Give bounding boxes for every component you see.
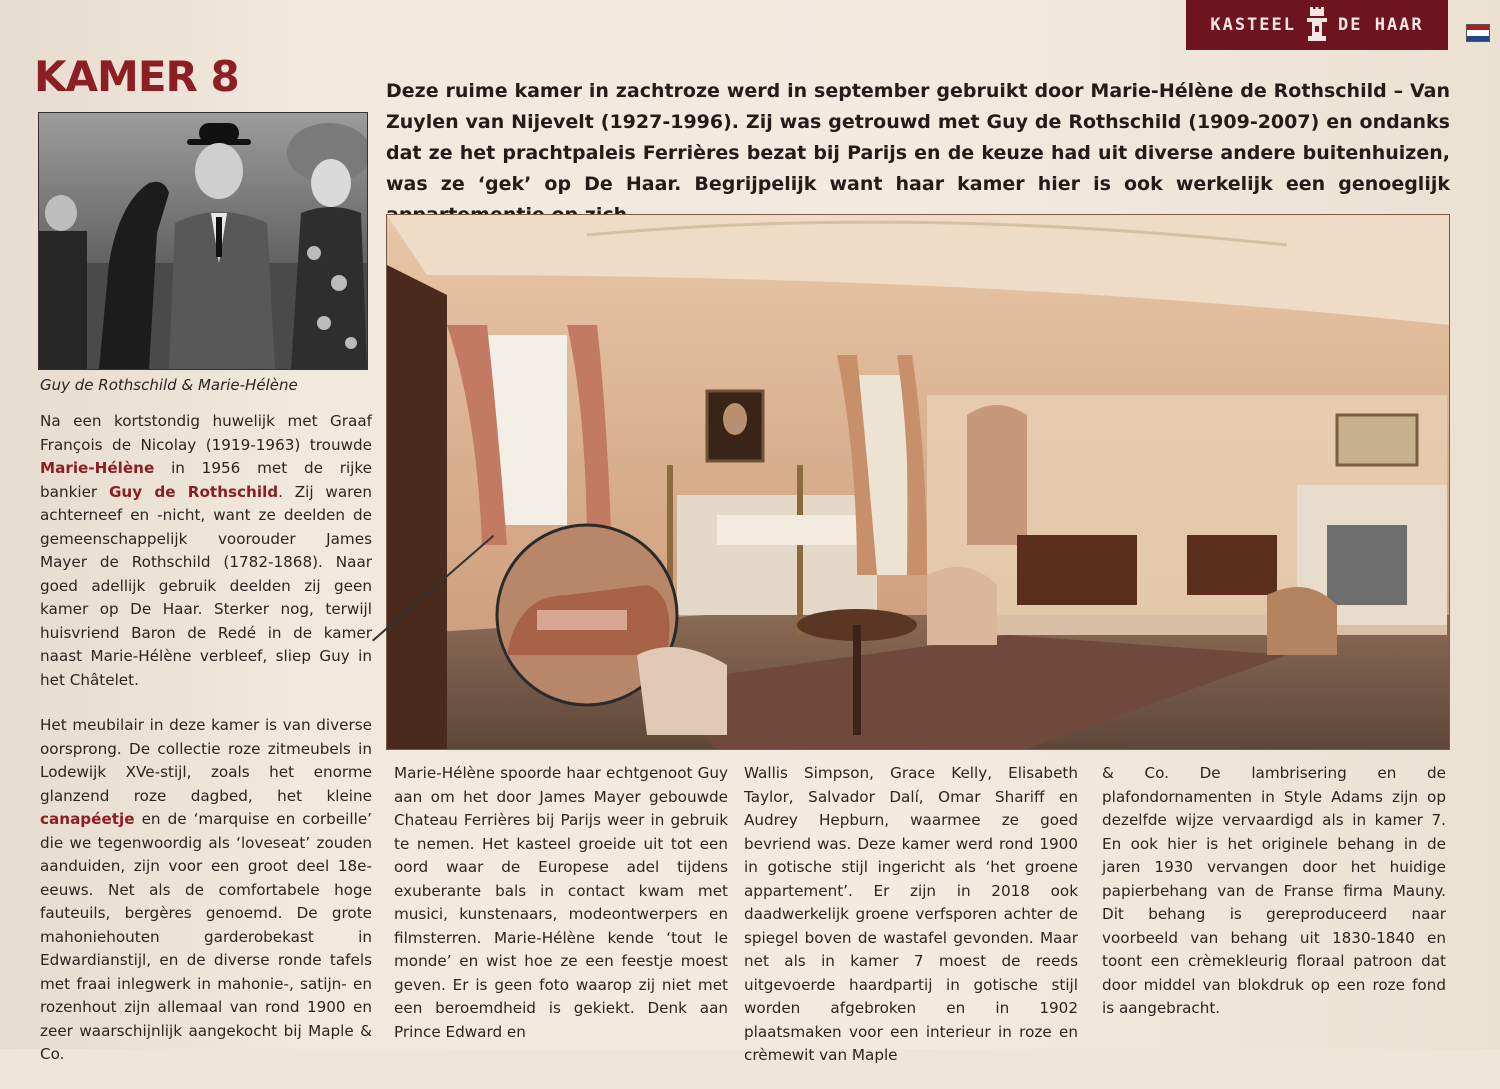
room-photo bbox=[386, 214, 1450, 750]
text-column-left bbox=[40, 410, 372, 1089]
castle-tower-icon bbox=[1306, 7, 1328, 43]
highlight-guy-de-rothschild: Guy de Rothschild bbox=[108, 482, 279, 501]
paragraph-wallpaper: & Co. De lambrisering en de plafondornamenten in Style Adams zijn op dezelfde wijze vervaardigd als in kamer 7. En ook hier is het originele behang in de jaren 1930 vervangen door het huidige papierbehang van de Franse firma Mauny. Dit behang is gereproduceerd naar voorbeeld van behang uit 1830-1840 en toont een crèmekleurig floraal patroon dat door middel van blokdruk op een roze fond is aangebracht. bbox=[1102, 764, 1446, 1017]
logo-text-left: KASTEEL bbox=[1210, 15, 1296, 35]
room-title: KAMER 8 bbox=[34, 52, 239, 101]
text-run: Het meubilair in deze kamer is van diverse oorsprong. De collectie roze zitmeubels in Lodewijk XVe-stijl, zoals het enorme glanzend roze dagbed, het kleine bbox=[40, 716, 372, 805]
paragraph-green-apartment: Wallis Simpson, Grace Kelly, Elisabeth Taylor, Salvador Dalí, Omar Shariff en Audrey Hepburn, waarmee ze goed bevriend was. Deze kamer werd rond 1900 in gotische stijl ingericht als ‘het groene appartement’. Er zijn in 2018 ook daadwerkelijk groene verfsporen achter de spiegel boven de wastafel gevonden. Maar net als in kamer 7 moest de reeds uitgevoerde haardpartij in gotische stijl worden afgebroken en in 1902 plaatsmaken voor een interieur in roze en crèmewit van Maple bbox=[744, 764, 1078, 1064]
paragraph-marriage bbox=[40, 410, 372, 692]
text-column-3 bbox=[744, 762, 1078, 1068]
text-column-2 bbox=[394, 762, 728, 1044]
text-run: in 1956 met de rijke bankier bbox=[40, 459, 372, 501]
text-run: en de ‘marquise en corbeille’ die we tegenwoordig als ‘loveseat’ zouden aanduiden, zijn voor een groot deel 18e-eeuws. Net als de comfortabele hoge fauteuils, bergères genoemd. De grote mahoniehouten garderobekast in Edwardianstijl, en de diverse ronde tafels met fraai inlegwerk in mahonie-, satijn- en rozenhout zijn allemaal van rond 1900 en zeer waarschijnlijk aangekocht bij Maple & Co. bbox=[40, 810, 372, 1063]
highlight-marie-helene: Marie-Hélène bbox=[40, 459, 155, 477]
highlight-canapeetje: canapéetje bbox=[40, 810, 135, 828]
photo-caption: Guy de Rothschild & Marie-Hélène bbox=[40, 376, 298, 394]
dutch-flag-icon bbox=[1466, 24, 1490, 42]
paragraph-ferrieres: Marie-Hélène spoorde haar echtgenoot Guy aan om het door James Mayer gebouwde Chateau Ferrières bij Parijs weer in gebruik te nemen. Het kasteel groeide uit tot een oord waar de Europese adel tijdens exuberante bals in contact kwam met musici, kunstenaars, modeontwerpers en filmsterren. Marie-Hélène kende ‘tout le monde’ en wist hoe ze een feestje moest geven. Er is geen foto waarop zij niet met een beroemdheid is gekiekt. Denk aan Prince Edward en bbox=[394, 764, 728, 1041]
logo-text-right: DE HAAR bbox=[1338, 15, 1424, 35]
text-run: Na een kortstondig huwelijk met Graaf François de Nicolay (1919-1963) trouwde bbox=[40, 412, 372, 454]
text-run: . Zij waren achterneef en -nicht, want ze deelden de gemeenschappelijk voorouder James Mayer de Rothschild (1782-1868). Naar goed adellijk gebruik deelden zij geen kamer op De Haar. Sterker nog, terwijl huisvriend Baron de Redé in de kamer naast Marie-Hélène verbleef, sliep Guy in het Châtelet. bbox=[40, 482, 373, 689]
kasteel-de-haar-logo bbox=[1186, 0, 1448, 50]
intro-paragraph: Deze ruime kamer in zachtroze werd in september gebruikt door Marie-Hélène de Rothschild – Van Zuylen van Nijevelt (1927-1996). Zij was getrouwd met Guy de Rothschild (1909-2007) en ondanks dat ze het prachtpaleis Ferrières bezat bij Parijs en de keuze had uit diverse andere buitenhuizen, was ze ‘gek’ op De Haar. Begrijpelijk want haar kamer hier is ook werkelijk een genoeglijk bbox=[386, 80, 1450, 195]
paragraph-furniture bbox=[40, 714, 372, 1067]
text-column-4 bbox=[1102, 762, 1446, 1021]
portrait-photo bbox=[38, 112, 368, 370]
